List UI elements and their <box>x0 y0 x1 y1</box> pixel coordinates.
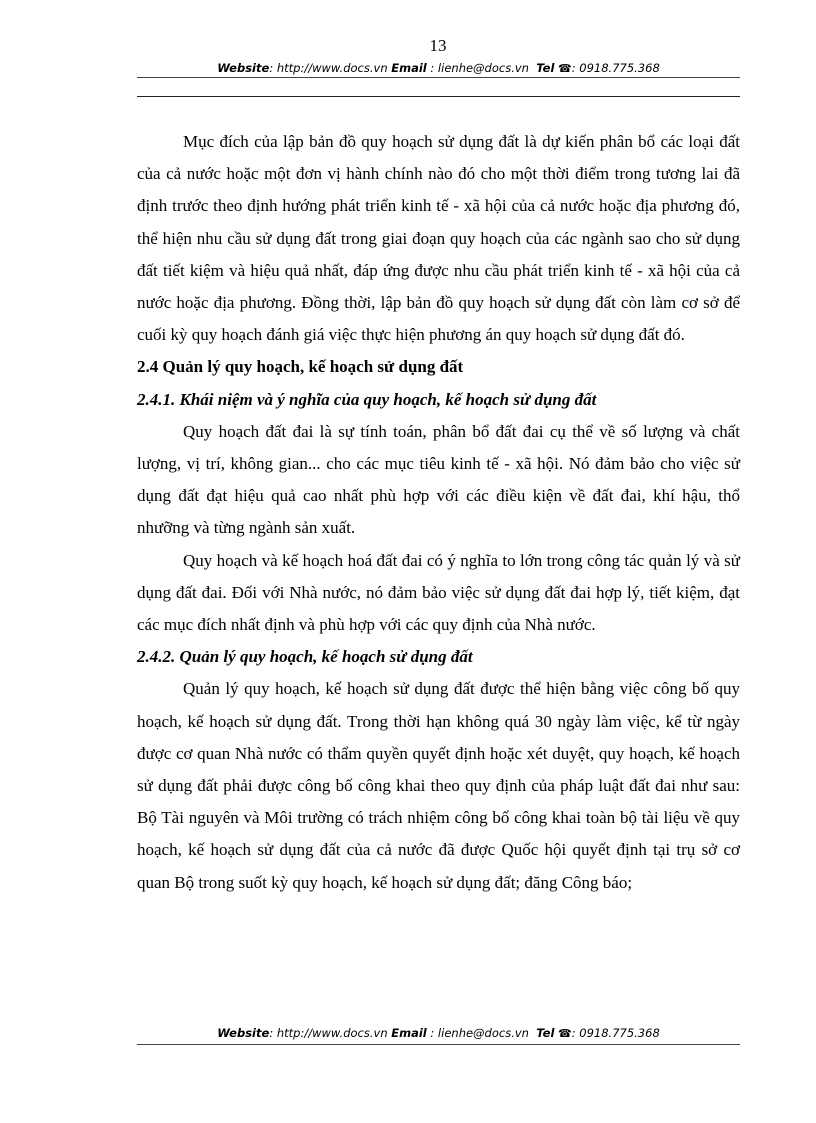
page-body <box>137 126 740 899</box>
footer-email-value[interactable]: : lienhe@docs.vn <box>430 1026 529 1040</box>
website-value[interactable]: : http://www.docs.vn <box>269 61 388 75</box>
footer-tel-value: : 0918.775.368 <box>571 1026 660 1040</box>
paragraph-management: Quản lý quy hoạch, kế hoạch sử dụng đất được thể hiện bằng việc công bố quy hoạch, kế hoạch sử dụng đất. Trong thời hạn không quá 30 ngày làm việc, kể từ ngày được cơ quan Nhà nước có thẩm quyền quyết định hoặc xét duyệt, quy hoạch, kế hoạch sử dụng đất phải được công bố công khai theo quy định của pháp luật đất đai như sau: Bộ Tài nguyên và Môi trường có trách nhiệm công bố công khai toàn bộ tài liệu về quy hoạch, kế hoạch sử dụng đất của cả nước đã được Quốc hội quyết định tại trụ sở cơ quan Bộ trong suốt kỳ quy hoạch, kế hoạch sử dụng đất; đăng Công báo; <box>137 679 740 892</box>
footer-telephone-icon: ☎ <box>558 1027 572 1040</box>
paragraph-significance: Quy hoạch và kế hoạch hoá đất đai có ý nghĩa to lớn trong công tác quản lý và sử dụng đất đai. Đối với Nhà nước, nó đảm bảo việc sử dụng đất đai hợp lý, tiết kiệm, đạt các mục đích nhất định và phù hợp với các quy định của Nhà nước. <box>137 550 740 635</box>
footer-website-label: Website <box>217 1026 270 1040</box>
email-label: Email <box>391 61 427 75</box>
tel-label: Tel <box>536 61 555 75</box>
footer-divider <box>137 1044 740 1045</box>
footer-contact-line <box>137 1026 740 1040</box>
email-value[interactable]: : lienhe@docs.vn <box>430 61 529 75</box>
intro-paragraph: Mục đích của lập bản đồ quy hoạch sử dụng đất là dự kiến phân bổ các loại đất của cả nước hoặc một đơn vị hành chính nào đó cho một thời điểm trong tương lai đã định trước theo định hướng phát triển kinh tế - xã hội của cả nước hoặc địa phương đó, thể hiện nhu cầu sử dụng đất trong giai đoạn quy hoạch của các ngành sao cho sử dụng đất tiết kiệm và hiệu quả nhất, đáp ứng được nhu cầu phát triển kinh tế - xã hội của cả nước hoặc địa phương. Đồng thời, lập bản đồ quy hoạch sử dụng đất còn làm cơ sở để cuối kỳ quy hoạch đánh giá việc thực hiện phương án quy hoạch sử dụng đất đó. <box>137 132 740 345</box>
footer-tel-label: Tel <box>536 1026 555 1040</box>
paragraph-definition: Quy hoạch đất đai là sự tính toán, phân bổ đất đai cụ thể về số lượng và chất lượng, vị trí, không gian... cho các mục tiêu kinh tế - xã hội. Nó đảm bảo cho việc sử dụng đất đạt hiệu quả cao nhất phù hợp với các điều kiện về đất đai, khí hậu, thổ nhưỡng và từng ngành sản xuất. <box>137 421 740 538</box>
telephone-icon: ☎ <box>558 62 572 75</box>
section-heading-2-4-2: 2.4.2. Quản lý quy hoạch, kế hoạch sử dụng đất <box>137 647 473 667</box>
header-divider <box>137 77 740 78</box>
tel-value: : 0918.775.368 <box>571 61 660 75</box>
footer-website-value[interactable]: : http://www.docs.vn <box>269 1026 388 1040</box>
section-heading-2-4-1: 2.4.1. Khái niệm và ý nghĩa của quy hoạch, kế hoạch sử dụng đất <box>137 389 597 409</box>
header-divider-bold <box>137 96 740 97</box>
header-contact-line <box>137 61 740 75</box>
website-label: Website <box>217 61 270 75</box>
footer-email-label: Email <box>391 1026 427 1040</box>
page-number: 13 <box>429 36 447 55</box>
section-heading-2-4: 2.4 Quản lý quy hoạch, kế hoạch sử dụng đất <box>137 357 464 377</box>
